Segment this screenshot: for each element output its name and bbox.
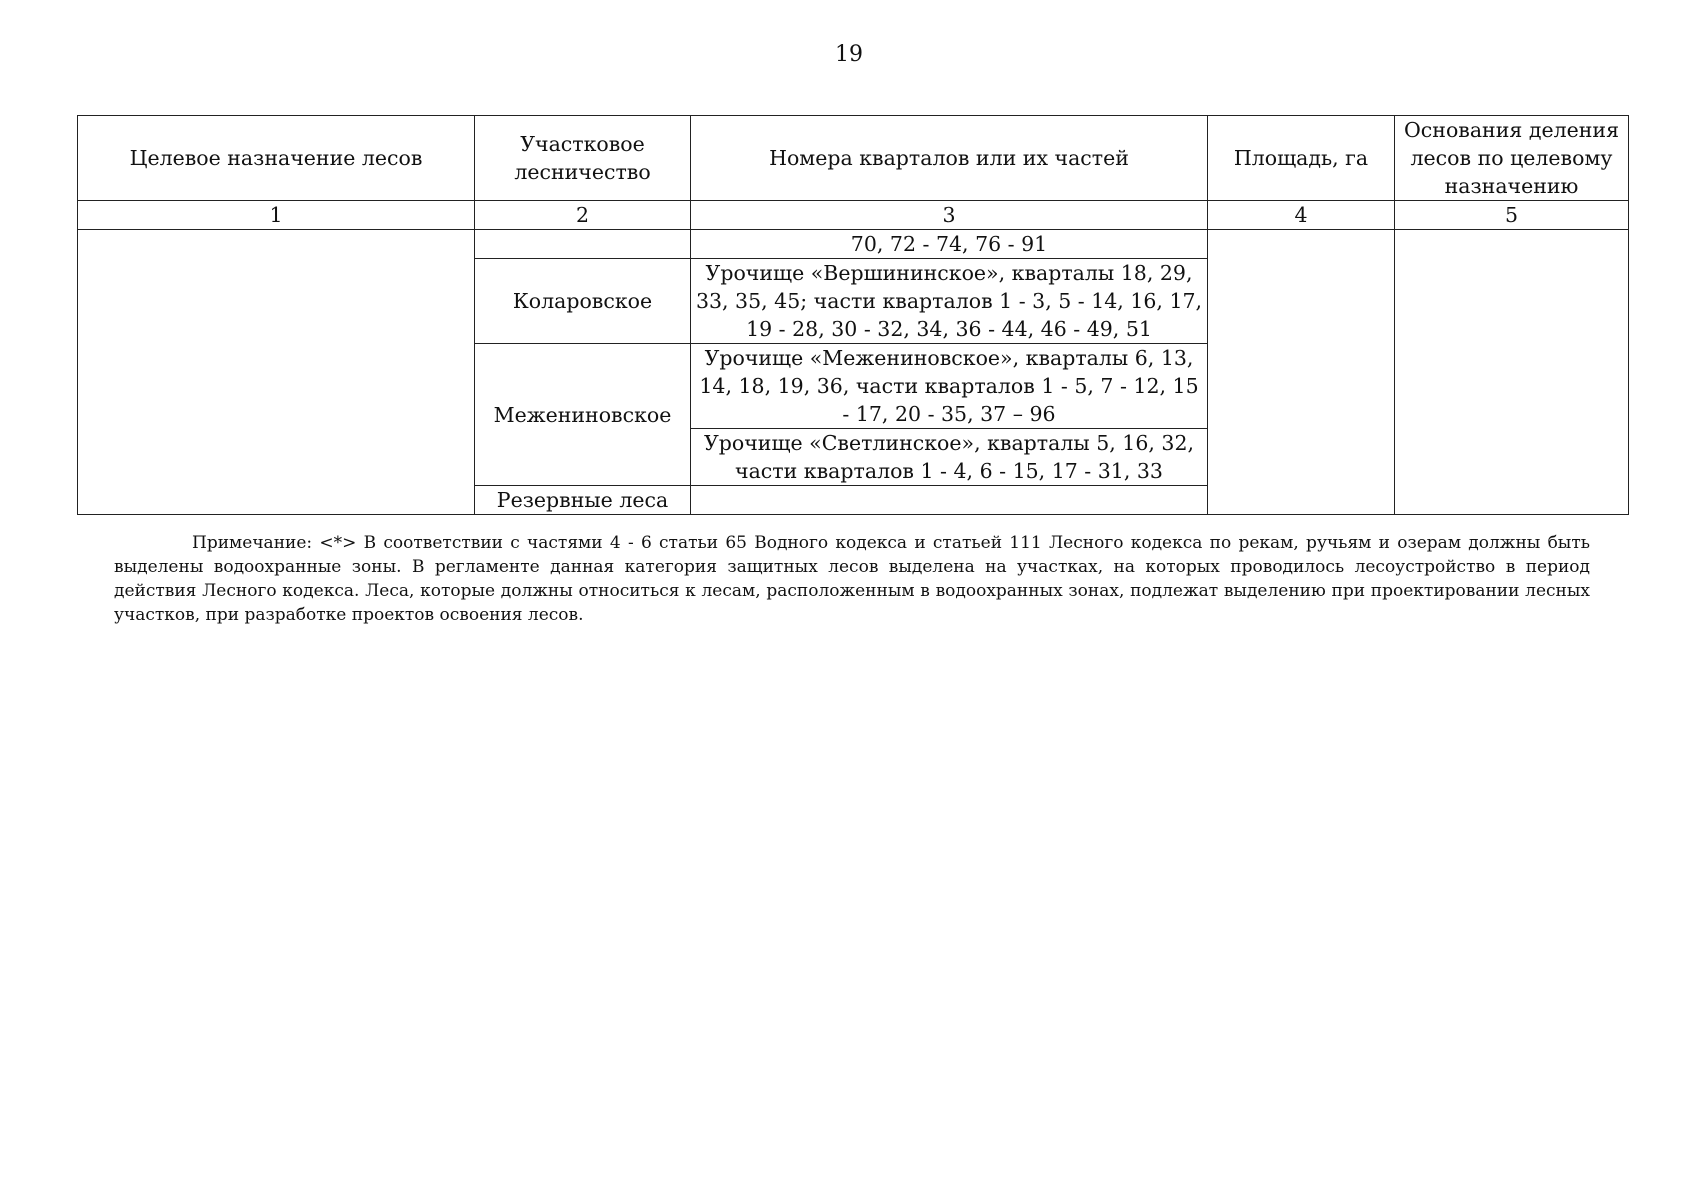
header-purpose: Целевое назначение лесов (78, 116, 475, 201)
page-number: 19 (835, 42, 863, 67)
district-cell (691, 486, 1208, 515)
column-number: 4 (1208, 201, 1395, 230)
purpose-cell: Резервные леса (475, 486, 691, 515)
column-number: 5 (1395, 201, 1629, 230)
column-number: 1 (78, 201, 475, 230)
header-quarters: Номера кварталов или их частей (691, 116, 1208, 201)
header-district: Участковое лесничество (475, 116, 691, 201)
header-basis: Основания деления лесов по целевому назначению (1395, 116, 1629, 201)
forest-purpose-table (77, 115, 1629, 515)
district-cell (475, 230, 691, 259)
footnote: Примечание: <*> В соответствии с частями 4 - 6 статьи 65 Водного кодекса и статьей 111 Лесного кодекса по рекам, ручьям и озерам должны быть выделены водоохранные зоны. В регламенте данная категория защитных лесов выделена на участках, на которых проводилось лесоустройство в период действия Лесного кодекса. Леса, которые должны относиться к лесам, расположенным в водоохранных зонах, подлежат выделению при проектировании лесных участков, при разработке проектов освоения лесов. (114, 533, 1590, 625)
table-header-row (78, 116, 1629, 201)
quarters-cell: Урочище «Вершининское», кварталы 18, 29, 33, 35, 45; части кварталов 1 - 3, 5 - 14, 16, 17, 19 - 28, 30 - 32, 34, 36 - 44, 46 - 49, 51 (691, 259, 1208, 344)
quarters-cell: 70, 72 - 74, 76 - 91 (691, 230, 1208, 259)
district-cell: Межениновское (475, 344, 691, 486)
quarters-cell: Урочище «Светлинское», кварталы 5, 16, 32, части кварталов 1 - 4, 6 - 15, 17 - 31, 33 (691, 429, 1208, 486)
column-number: 2 (475, 201, 691, 230)
quarters-cell: Урочище «Межениновское», кварталы 6, 13, 14, 18, 19, 36, части кварталов 1 - 5, 7 - 12, 15 - 17, 20 - 35, 37 – 96 (691, 344, 1208, 429)
district-cell: Коларовское (475, 259, 691, 344)
header-area: Площадь, га (1208, 116, 1395, 201)
area-cell (1208, 230, 1395, 515)
column-numbers-row (78, 201, 1629, 230)
column-number: 3 (691, 201, 1208, 230)
table-row (78, 230, 1629, 259)
purpose-cell (78, 230, 475, 515)
basis-cell (1395, 230, 1629, 515)
